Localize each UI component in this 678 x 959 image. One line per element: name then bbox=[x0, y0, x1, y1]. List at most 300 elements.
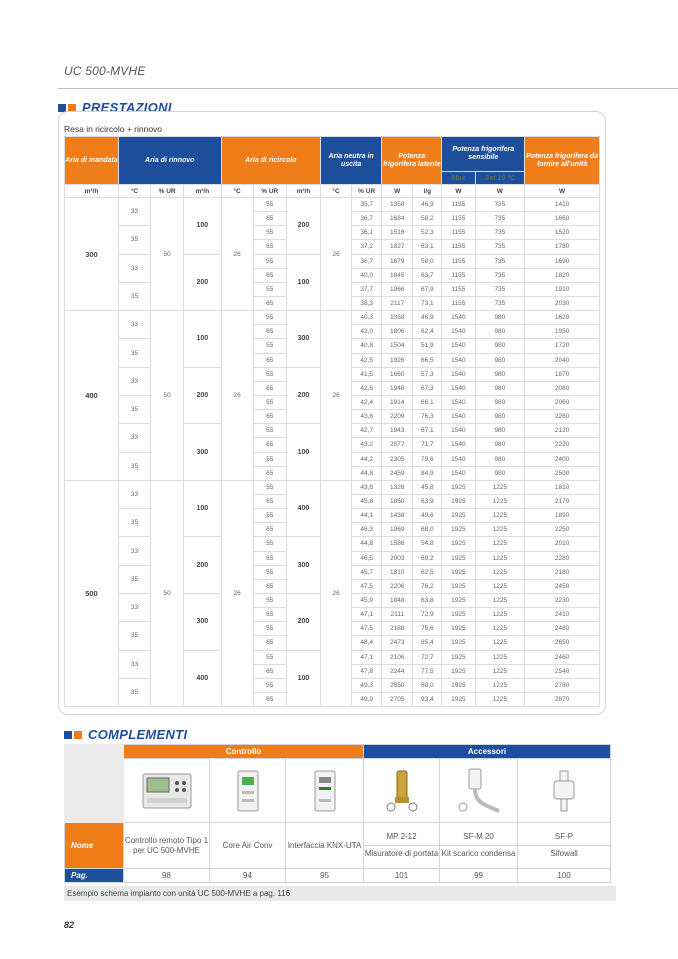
neutra-ur: 47,5 bbox=[352, 622, 382, 636]
latente-w: 1914 bbox=[382, 395, 413, 409]
sensibile-set19: 980 bbox=[475, 410, 525, 424]
ricircolo-ur: 65 bbox=[253, 523, 286, 537]
sensibile-max: 1540 bbox=[442, 381, 475, 395]
sensibile-set19: 735 bbox=[475, 212, 525, 226]
sensibile-max: 1925 bbox=[442, 494, 475, 508]
sensibile-max: 1925 bbox=[442, 523, 475, 537]
latente-lg: 63,8 bbox=[413, 593, 442, 607]
neutra-temp: 26 bbox=[321, 480, 352, 706]
item-cell-5 bbox=[440, 823, 518, 869]
rinnovo-flow: 200 bbox=[184, 254, 221, 311]
sensibile-max: 1540 bbox=[442, 410, 475, 424]
fornire-w: 1810 bbox=[525, 480, 600, 494]
sensibile-set19: 1225 bbox=[475, 509, 525, 523]
latente-lg: 57,3 bbox=[413, 367, 442, 381]
ricircolo-flow: 200 bbox=[286, 593, 320, 650]
latente-w: 1850 bbox=[382, 494, 413, 508]
item-name-3: Interfaccia KNX-UTA bbox=[286, 823, 364, 869]
item-name-1: Controllo remoto Tipo 1 per UC 500-MVHE bbox=[124, 823, 210, 869]
latente-lg: 58,0 bbox=[413, 254, 442, 268]
neutra-ur: 43,6 bbox=[352, 410, 382, 424]
performance-subtitle: Resa in ricircolo + rinnovo bbox=[64, 124, 163, 134]
unit-cell: % UR bbox=[151, 185, 184, 198]
fornire-w: 2120 bbox=[525, 424, 600, 438]
neutra-ur: 43,6 bbox=[352, 480, 382, 494]
unit-cell: W bbox=[382, 185, 413, 198]
ricircolo-ur: 65 bbox=[253, 692, 286, 706]
latente-lg: 93,4 bbox=[413, 692, 442, 706]
fornire-w: 2540 bbox=[525, 664, 600, 678]
rinnovo-temp: 35 bbox=[118, 452, 150, 480]
item-cell-4 bbox=[364, 823, 440, 869]
rinnovo-ur: 50 bbox=[151, 198, 184, 311]
latente-lg: 67,1 bbox=[413, 424, 442, 438]
latente-lg: 76,3 bbox=[413, 410, 442, 424]
latente-w: 1827 bbox=[382, 240, 413, 254]
rinnovo-temp: 33 bbox=[118, 311, 150, 339]
ricircolo-ur: 65 bbox=[253, 438, 286, 452]
fornire-w: 1820 bbox=[525, 268, 600, 282]
latente-lg: 75,6 bbox=[413, 622, 442, 636]
ricircolo-ur: 55 bbox=[253, 311, 286, 325]
header-aria-ricircolo: Aria di ricircolo bbox=[221, 137, 321, 185]
sensibile-max: 1925 bbox=[442, 480, 475, 494]
sensibile-max: 1155 bbox=[442, 254, 475, 268]
blue-square-icon bbox=[64, 731, 72, 739]
sensibile-max: 1925 bbox=[442, 551, 475, 565]
fornire-w: 2220 bbox=[525, 438, 600, 452]
latente-w: 1969 bbox=[382, 523, 413, 537]
ricircolo-ur: 55 bbox=[253, 254, 286, 268]
item-page-6: 100 bbox=[518, 869, 611, 883]
mandata-value: 300 bbox=[65, 198, 119, 311]
ricircolo-ur: 65 bbox=[253, 381, 286, 395]
fornire-w: 1660 bbox=[525, 212, 600, 226]
product-image-sf-p bbox=[518, 759, 611, 823]
ricircolo-ur: 65 bbox=[253, 494, 286, 508]
latente-lg: 68,0 bbox=[413, 523, 442, 537]
neutra-ur: 42,7 bbox=[352, 424, 382, 438]
rinnovo-temp: 33 bbox=[118, 537, 150, 565]
sensibile-max: 1925 bbox=[442, 636, 475, 650]
latente-w: 2550 bbox=[382, 678, 413, 692]
sensibile-max: 1155 bbox=[442, 198, 475, 212]
neutra-ur: 44,2 bbox=[352, 452, 382, 466]
complements-table bbox=[64, 744, 611, 883]
complementi-heading bbox=[64, 727, 187, 742]
sensibile-max: 1155 bbox=[442, 282, 475, 296]
sensibile-set19: 1225 bbox=[475, 608, 525, 622]
neutra-ur: 42,0 bbox=[352, 325, 382, 339]
fornire-w: 2460 bbox=[525, 650, 600, 664]
neutra-ur: 42,4 bbox=[352, 395, 382, 409]
latente-lg: 67,9 bbox=[413, 282, 442, 296]
latente-lg: 79,6 bbox=[413, 452, 442, 466]
ricircolo-ur: 55 bbox=[253, 650, 286, 664]
rinnovo-temp: 33 bbox=[118, 367, 150, 395]
latente-w: 1504 bbox=[382, 339, 413, 353]
fornire-w: 2780 bbox=[525, 678, 600, 692]
neutra-ur: 47,1 bbox=[352, 650, 382, 664]
neutra-ur: 40,0 bbox=[352, 268, 382, 282]
sensibile-max: 1925 bbox=[442, 593, 475, 607]
latente-lg: 72,7 bbox=[413, 650, 442, 664]
unit-cell: m³/h bbox=[286, 185, 320, 198]
row-label-pag: Pag. bbox=[65, 869, 124, 883]
neutra-ur: 40,8 bbox=[352, 339, 382, 353]
fornire-w: 1870 bbox=[525, 367, 600, 381]
neutra-temp: 26 bbox=[321, 198, 352, 311]
rinnovo-flow: 200 bbox=[184, 537, 221, 594]
table-row bbox=[65, 198, 600, 212]
row-label-nome: Nome bbox=[65, 823, 124, 869]
latente-w: 1586 bbox=[382, 537, 413, 551]
performance-body bbox=[65, 198, 600, 707]
latente-lg: 69,2 bbox=[413, 551, 442, 565]
ricircolo-ur: 65 bbox=[253, 240, 286, 254]
sensibile-set19: 1225 bbox=[475, 636, 525, 650]
latente-lg: 51,9 bbox=[413, 339, 442, 353]
latente-w: 2705 bbox=[382, 692, 413, 706]
ricircolo-ur: 55 bbox=[253, 395, 286, 409]
header-max: Max bbox=[442, 172, 475, 185]
ricircolo-ur: 55 bbox=[253, 565, 286, 579]
header-aria-neutra: Aria neutra in uscita bbox=[321, 137, 382, 185]
latente-lg: 63,9 bbox=[413, 494, 442, 508]
fornire-w: 1520 bbox=[525, 226, 600, 240]
product-image-core-air-conv bbox=[210, 759, 286, 823]
ricircolo-ur: 65 bbox=[253, 268, 286, 282]
neutra-ur: 36,1 bbox=[352, 226, 382, 240]
latente-lg: 71,7 bbox=[413, 438, 442, 452]
sensibile-set19: 1225 bbox=[475, 523, 525, 537]
blank-cell bbox=[65, 745, 124, 823]
ricircolo-ur: 55 bbox=[253, 367, 286, 381]
sensibile-set19: 980 bbox=[475, 311, 525, 325]
ricircolo-flow: 100 bbox=[286, 424, 320, 481]
latente-w: 1845 bbox=[382, 268, 413, 282]
ricircolo-flow: 300 bbox=[286, 537, 320, 594]
sensibile-set19: 1225 bbox=[475, 537, 525, 551]
latente-lg: 63,1 bbox=[413, 240, 442, 254]
latente-w: 2206 bbox=[382, 579, 413, 593]
fornire-w: 2260 bbox=[525, 410, 600, 424]
ricircolo-ur: 55 bbox=[253, 282, 286, 296]
ricircolo-flow: 100 bbox=[286, 254, 320, 311]
sensibile-set19: 735 bbox=[475, 254, 525, 268]
neutra-ur: 44,8 bbox=[352, 537, 382, 551]
rinnovo-temp: 35 bbox=[118, 282, 150, 310]
section-title-prestazioni: PRESTAZIONI bbox=[82, 100, 172, 115]
fornire-w: 2280 bbox=[525, 551, 600, 565]
sensibile-max: 1925 bbox=[442, 650, 475, 664]
fornire-w: 1620 bbox=[525, 311, 600, 325]
table-row bbox=[65, 480, 600, 494]
item-page-2: 94 bbox=[210, 869, 286, 883]
rinnovo-temp: 35 bbox=[118, 678, 150, 706]
sensibile-max: 1540 bbox=[442, 452, 475, 466]
group-accessori: Accessori bbox=[364, 745, 611, 759]
rinnovo-temp: 33 bbox=[118, 480, 150, 508]
rinnovo-temp: 33 bbox=[118, 254, 150, 282]
sensibile-max: 1540 bbox=[442, 339, 475, 353]
unit-cell: °C bbox=[118, 185, 150, 198]
latente-w: 1358 bbox=[382, 311, 413, 325]
ricircolo-ur: 55 bbox=[253, 622, 286, 636]
latente-w: 2003 bbox=[382, 551, 413, 565]
rinnovo-flow: 100 bbox=[184, 480, 221, 537]
unit-cell: m³/h bbox=[65, 185, 119, 198]
sensibile-set19: 735 bbox=[475, 198, 525, 212]
neutra-ur: 45,7 bbox=[352, 565, 382, 579]
ricircolo-flow: 300 bbox=[286, 311, 320, 368]
unit-cell: W bbox=[442, 185, 475, 198]
rinnovo-flow: 300 bbox=[184, 424, 221, 481]
latente-w: 1966 bbox=[382, 282, 413, 296]
sensibile-set19: 735 bbox=[475, 282, 525, 296]
fornire-w: 1950 bbox=[525, 325, 600, 339]
sensibile-set19: 735 bbox=[475, 296, 525, 310]
item-page-3: 95 bbox=[286, 869, 364, 883]
fornire-w: 2010 bbox=[525, 537, 600, 551]
header-divider bbox=[58, 88, 678, 89]
neutra-ur: 36,7 bbox=[352, 212, 382, 226]
latente-w: 2188 bbox=[382, 622, 413, 636]
ricircolo-ur: 55 bbox=[253, 424, 286, 438]
ricircolo-ur: 65 bbox=[253, 664, 286, 678]
sensibile-set19: 1225 bbox=[475, 664, 525, 678]
fornire-w: 2410 bbox=[525, 608, 600, 622]
item-name-5: SF-M 20 bbox=[463, 832, 494, 841]
neutra-ur: 46,5 bbox=[352, 551, 382, 565]
ricircolo-ur: 65 bbox=[253, 325, 286, 339]
neutra-ur: 48,4 bbox=[352, 636, 382, 650]
sensibile-set19: 735 bbox=[475, 268, 525, 282]
sensibile-set19: 980 bbox=[475, 466, 525, 480]
performance-table bbox=[64, 136, 600, 707]
latente-w: 2111 bbox=[382, 608, 413, 622]
latente-lg: 72,9 bbox=[413, 608, 442, 622]
fornire-w: 1690 bbox=[525, 254, 600, 268]
ricircolo-ur: 65 bbox=[253, 212, 286, 226]
rinnovo-temp: 35 bbox=[118, 509, 150, 537]
ricircolo-ur: 55 bbox=[253, 509, 286, 523]
fornire-w: 2250 bbox=[525, 523, 600, 537]
rinnovo-ur: 50 bbox=[151, 311, 184, 481]
sensibile-set19: 735 bbox=[475, 240, 525, 254]
section-title-complementi: COMPLEMENTI bbox=[88, 727, 188, 742]
latente-w: 2305 bbox=[382, 452, 413, 466]
ricircolo-ur: 55 bbox=[253, 339, 286, 353]
fornire-w: 2030 bbox=[525, 296, 600, 310]
header-set19: Set 19 °C bbox=[475, 172, 525, 185]
neutra-ur: 46,3 bbox=[352, 523, 382, 537]
fornire-w: 1720 bbox=[525, 339, 600, 353]
neutra-ur: 35,7 bbox=[352, 198, 382, 212]
rinnovo-flow: 300 bbox=[184, 593, 221, 650]
item-desc-4: Misuratore di portata bbox=[364, 845, 439, 859]
fornire-w: 2480 bbox=[525, 622, 600, 636]
fornire-w: 1410 bbox=[525, 198, 600, 212]
sensibile-max: 1540 bbox=[442, 311, 475, 325]
rinnovo-flow: 100 bbox=[184, 198, 221, 255]
ricircolo-flow: 400 bbox=[286, 480, 320, 537]
latente-lg: 66,5 bbox=[413, 353, 442, 367]
sensibile-set19: 1225 bbox=[475, 579, 525, 593]
rinnovo-temp: 33 bbox=[118, 650, 150, 678]
sensibile-set19: 980 bbox=[475, 452, 525, 466]
item-page-4: 101 bbox=[364, 869, 440, 883]
latente-lg: 73,1 bbox=[413, 296, 442, 310]
sensibile-set19: 1225 bbox=[475, 622, 525, 636]
sensibile-max: 1540 bbox=[442, 424, 475, 438]
ricircolo-ur: 65 bbox=[253, 636, 286, 650]
neutra-ur: 47,5 bbox=[352, 579, 382, 593]
rinnovo-temp: 35 bbox=[118, 395, 150, 423]
latente-w: 1326 bbox=[382, 480, 413, 494]
sensibile-max: 1155 bbox=[442, 268, 475, 282]
footer-note: Esempio schema impianto con unità UC 500-MVHE a pag. 116 bbox=[64, 886, 616, 901]
sensibile-set19: 980 bbox=[475, 353, 525, 367]
latente-lg: 46,9 bbox=[413, 198, 442, 212]
sensibile-max: 1540 bbox=[442, 325, 475, 339]
ricircolo-temp: 26 bbox=[221, 311, 253, 481]
product-image-mp-2-12 bbox=[364, 759, 440, 823]
sensibile-max: 1155 bbox=[442, 240, 475, 254]
ricircolo-ur: 65 bbox=[253, 466, 286, 480]
latente-w: 1438 bbox=[382, 509, 413, 523]
latente-lg: 77,5 bbox=[413, 664, 442, 678]
ricircolo-flow: 200 bbox=[286, 198, 320, 255]
latente-w: 2473 bbox=[382, 636, 413, 650]
unit-cell: % UR bbox=[352, 185, 382, 198]
sensibile-max: 1540 bbox=[442, 353, 475, 367]
sensibile-max: 1925 bbox=[442, 509, 475, 523]
latente-w: 2209 bbox=[382, 410, 413, 424]
fornire-w: 2060 bbox=[525, 395, 600, 409]
latente-w: 1810 bbox=[382, 565, 413, 579]
neutra-ur: 45,9 bbox=[352, 593, 382, 607]
rinnovo-temp: 35 bbox=[118, 339, 150, 367]
product-image-sf-m-20 bbox=[440, 759, 518, 823]
sensibile-set19: 980 bbox=[475, 438, 525, 452]
sensibile-max: 1925 bbox=[442, 565, 475, 579]
latente-w: 1943 bbox=[382, 424, 413, 438]
latente-lg: 84,9 bbox=[413, 466, 442, 480]
ricircolo-ur: 55 bbox=[253, 226, 286, 240]
latente-w: 2077 bbox=[382, 438, 413, 452]
sensibile-set19: 1225 bbox=[475, 692, 525, 706]
neutra-ur: 44,8 bbox=[352, 466, 382, 480]
sensibile-set19: 1225 bbox=[475, 480, 525, 494]
latente-w: 1660 bbox=[382, 367, 413, 381]
sensibile-max: 1540 bbox=[442, 395, 475, 409]
sensibile-max: 1925 bbox=[442, 608, 475, 622]
units-row bbox=[65, 185, 600, 198]
latente-w: 1948 bbox=[382, 381, 413, 395]
sensibile-max: 1155 bbox=[442, 212, 475, 226]
unit-cell: °C bbox=[321, 185, 352, 198]
ricircolo-ur: 55 bbox=[253, 593, 286, 607]
neutra-ur: 38,3 bbox=[352, 296, 382, 310]
latente-lg: 88,0 bbox=[413, 678, 442, 692]
ricircolo-ur: 65 bbox=[253, 296, 286, 310]
latente-w: 2117 bbox=[382, 296, 413, 310]
orange-square-icon bbox=[74, 731, 82, 739]
latente-w: 1848 bbox=[382, 593, 413, 607]
ricircolo-ur: 55 bbox=[253, 452, 286, 466]
neutra-ur: 49,9 bbox=[352, 692, 382, 706]
neutra-ur: 43,2 bbox=[352, 438, 382, 452]
latente-lg: 85,4 bbox=[413, 636, 442, 650]
latente-lg: 45,8 bbox=[413, 480, 442, 494]
sensibile-max: 1925 bbox=[442, 678, 475, 692]
sensibile-max: 1155 bbox=[442, 226, 475, 240]
rinnovo-flow: 200 bbox=[184, 367, 221, 424]
ricircolo-ur: 55 bbox=[253, 678, 286, 692]
sensibile-set19: 1225 bbox=[475, 593, 525, 607]
latente-lg: 58,2 bbox=[413, 212, 442, 226]
rinnovo-temp: 35 bbox=[118, 622, 150, 650]
neutra-ur: 41,5 bbox=[352, 367, 382, 381]
sensibile-set19: 1225 bbox=[475, 551, 525, 565]
latente-w: 1516 bbox=[382, 226, 413, 240]
sensibile-max: 1540 bbox=[442, 438, 475, 452]
latente-lg: 67,3 bbox=[413, 381, 442, 395]
sensibile-max: 1155 bbox=[442, 296, 475, 310]
unit-cell: % UR bbox=[253, 185, 286, 198]
latente-lg: 62,5 bbox=[413, 565, 442, 579]
latente-w: 2244 bbox=[382, 664, 413, 678]
sensibile-max: 1540 bbox=[442, 367, 475, 381]
latente-w: 1806 bbox=[382, 325, 413, 339]
page-number: 82 bbox=[64, 920, 75, 930]
rinnovo-temp: 33 bbox=[118, 593, 150, 621]
ricircolo-ur: 65 bbox=[253, 579, 286, 593]
unit-cell: W bbox=[475, 185, 525, 198]
sensibile-set19: 980 bbox=[475, 367, 525, 381]
rinnovo-temp: 35 bbox=[118, 565, 150, 593]
ricircolo-ur: 65 bbox=[253, 608, 286, 622]
neutra-ur: 47,8 bbox=[352, 664, 382, 678]
fornire-w: 2500 bbox=[525, 466, 600, 480]
fornire-w: 2040 bbox=[525, 353, 600, 367]
latente-lg: 54,8 bbox=[413, 537, 442, 551]
header-aria-mandata: Aria di mandata bbox=[65, 137, 119, 185]
item-cell-6 bbox=[518, 823, 611, 869]
mandata-value: 400 bbox=[65, 311, 119, 481]
neutra-ur: 42,6 bbox=[352, 381, 382, 395]
fornire-w: 1890 bbox=[525, 509, 600, 523]
sensibile-max: 1540 bbox=[442, 466, 475, 480]
latente-lg: 62,4 bbox=[413, 325, 442, 339]
neutra-ur: 47,1 bbox=[352, 608, 382, 622]
product-image-interfaccia-knx bbox=[286, 759, 364, 823]
ricircolo-ur: 65 bbox=[253, 353, 286, 367]
latente-w: 2106 bbox=[382, 650, 413, 664]
sensibile-set19: 1225 bbox=[475, 678, 525, 692]
fornire-w: 2400 bbox=[525, 452, 600, 466]
neutra-ur: 40,3 bbox=[352, 311, 382, 325]
header-potenza-sensibile: Potenza frigorifera sensibile bbox=[442, 137, 525, 172]
item-name-4: MP 2-12 bbox=[386, 832, 417, 841]
item-name-2: Core Air Conv bbox=[210, 823, 286, 869]
sensibile-max: 1925 bbox=[442, 622, 475, 636]
product-image-controllo-remoto bbox=[124, 759, 210, 823]
sensibile-max: 1925 bbox=[442, 579, 475, 593]
document-title: UC 500-MVHE bbox=[64, 64, 146, 78]
sensibile-set19: 1225 bbox=[475, 650, 525, 664]
